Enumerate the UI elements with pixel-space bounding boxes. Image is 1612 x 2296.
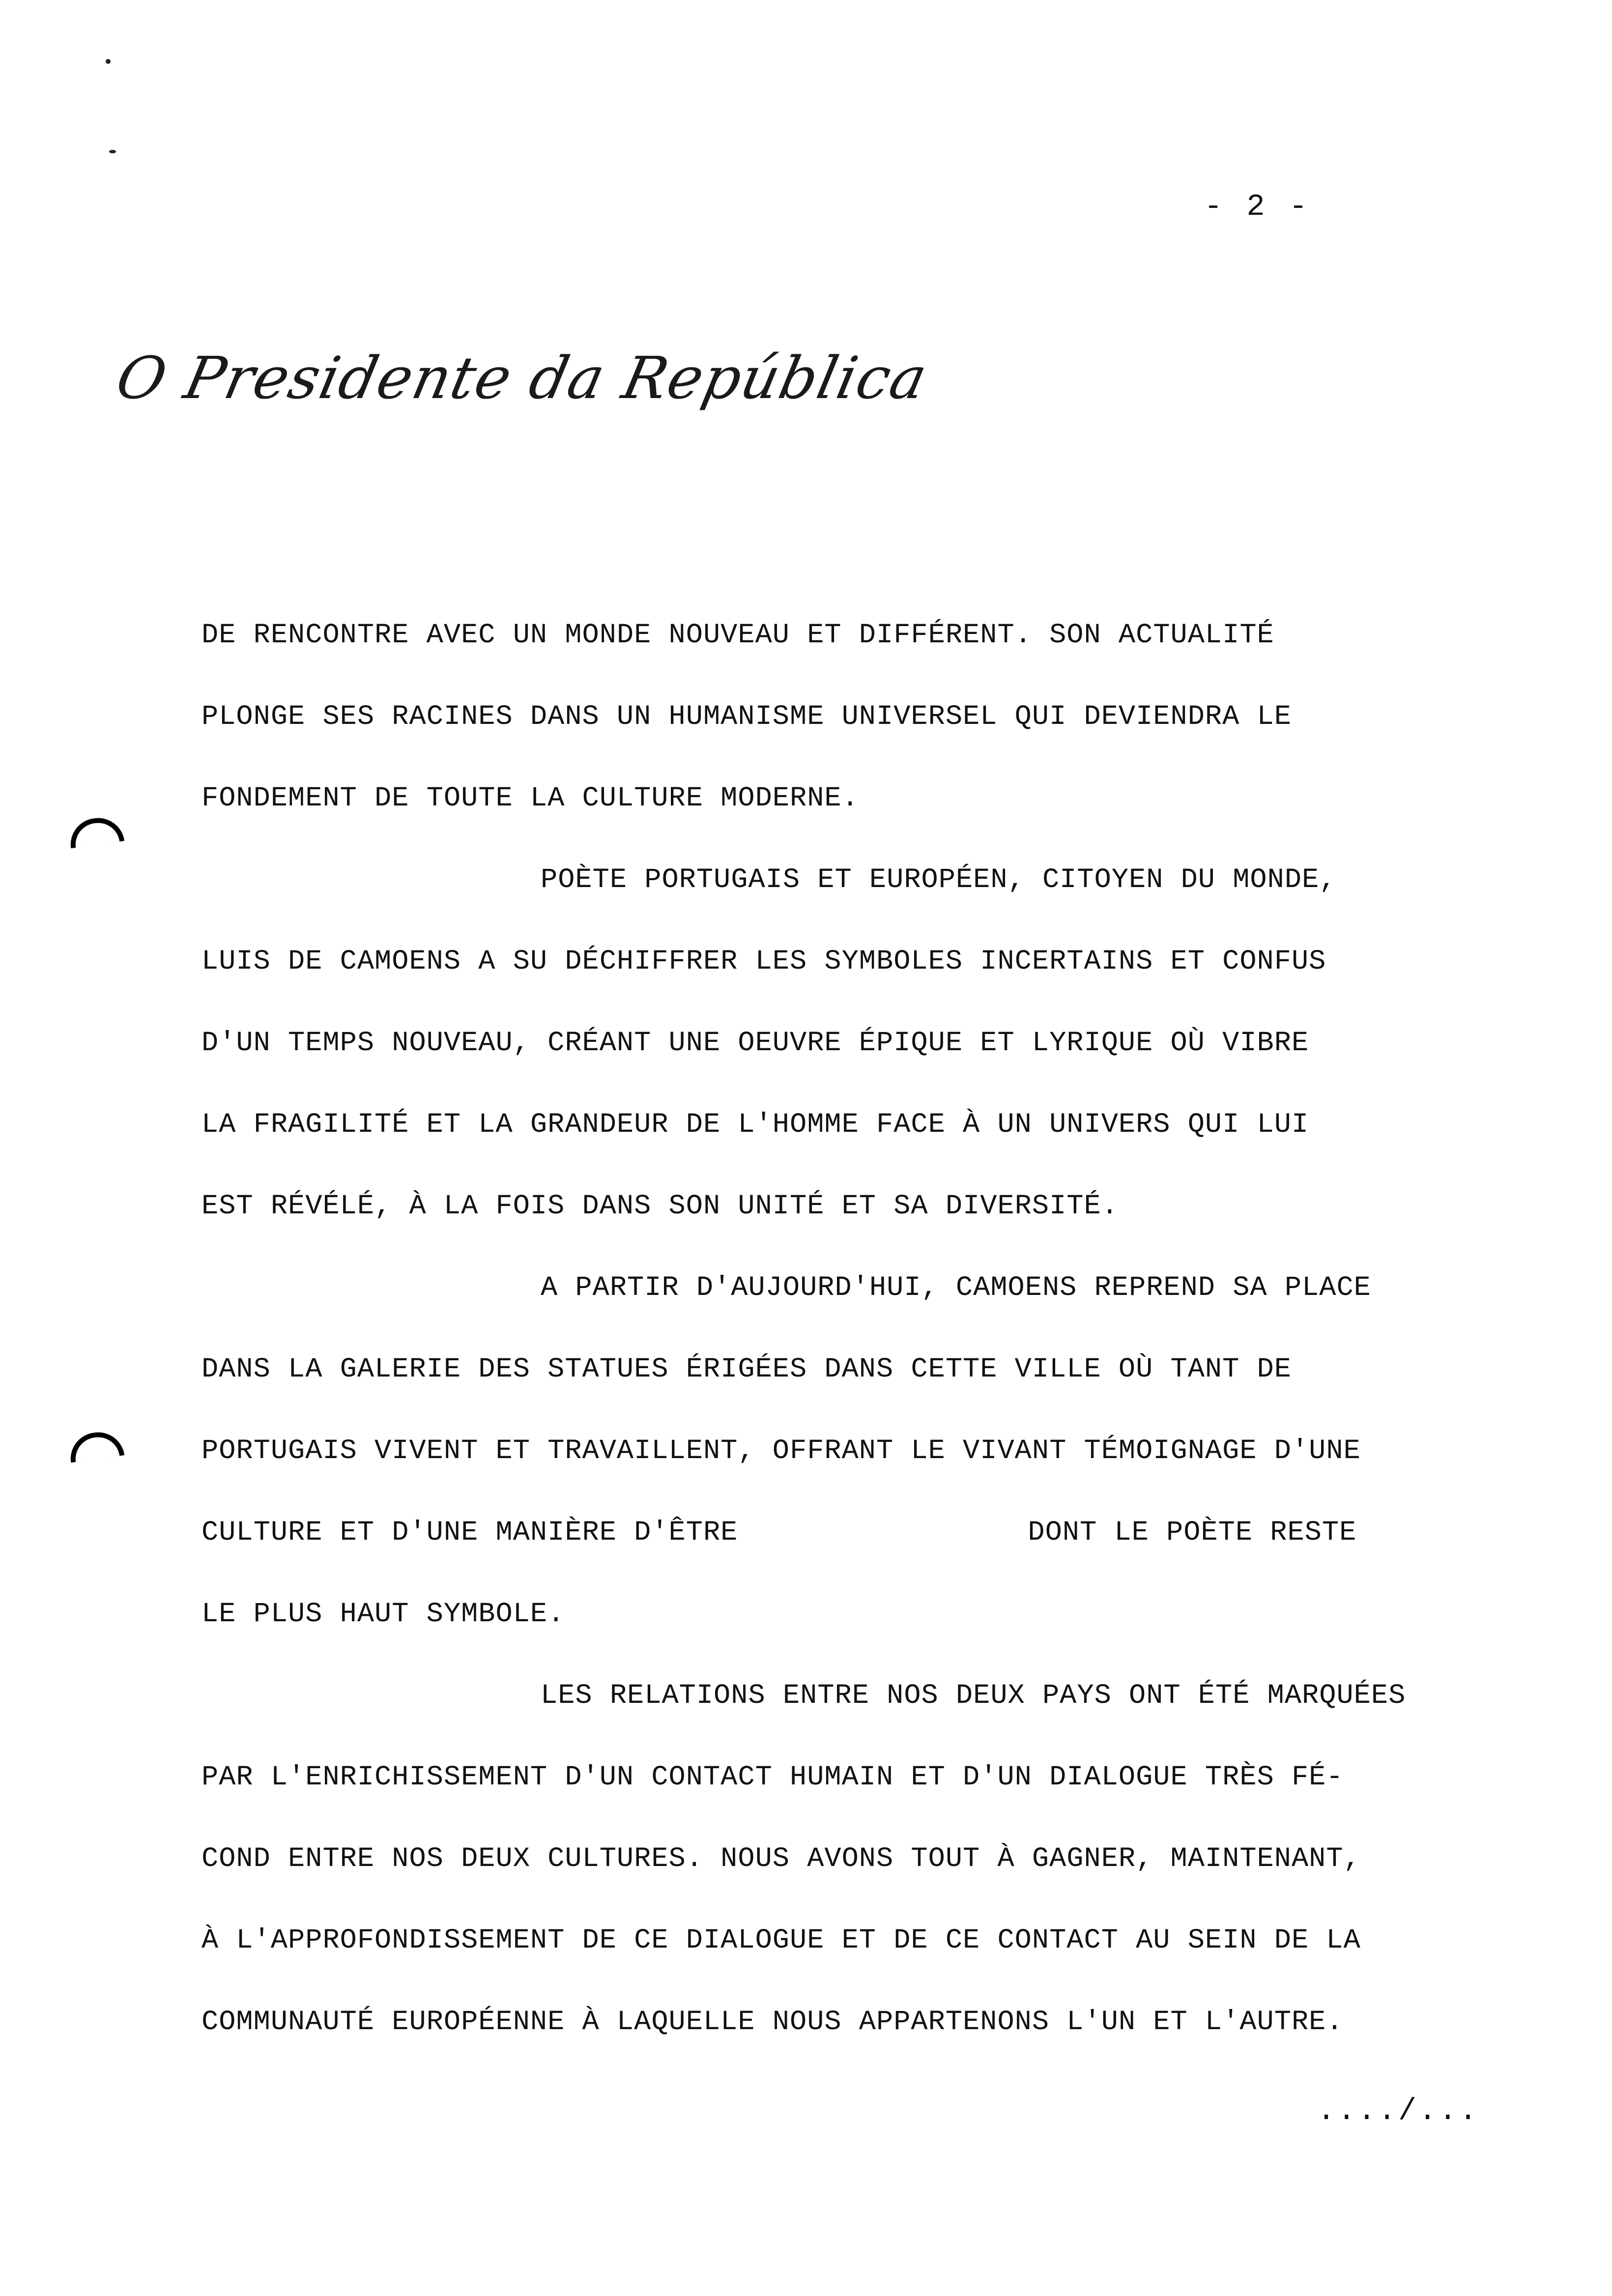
text-line: D'UN TEMPS NOUVEAU, CRÉANT UNE OEUVRE ÉPIQUE ET LYRIQUE OÙ VIBRE <box>202 1028 1309 1059</box>
continuation-marker: ..../... <box>1317 2094 1479 2128</box>
text-line-indented: POÈTE PORTUGAIS ET EUROPÉEN, CITOYEN DU MONDE, <box>541 864 1337 896</box>
text-line: DE RENCONTRE AVEC UN MONDE NOUVEAU ET DIFFÉRENT. SON ACTUALITÉ <box>202 620 1274 651</box>
text-line: LA FRAGILITÉ ET LA GRANDEUR DE L'HOMME FACE À UN UNIVERS QUI LUI <box>202 1109 1309 1141</box>
page-number: - 2 - <box>1204 189 1311 224</box>
text-line-with-gap <box>202 1492 1528 1574</box>
text-line: DANS LA GALERIE DES STATUES ÉRIGÉES DANS CETTE VILLE OÙ TANT DE <box>202 1354 1292 1385</box>
text-line: PAR L'ENRICHISSEMENT D'UN CONTACT HUMAIN ET D'UN DIALOGUE TRÈS FÉ- <box>202 1762 1344 1793</box>
text-line: À L'APPROFONDISSEMENT DE CE DIALOGUE ET DE CE CONTACT AU SEIN DE LA <box>202 1925 1361 1956</box>
text-line: LE PLUS HAUT SYMBOLE. <box>202 1599 565 1630</box>
scan-speck <box>109 150 116 153</box>
text-line-indented: A PARTIR D'AUJOURD'HUI, CAMOENS REPREND SA PLACE <box>541 1272 1371 1304</box>
text-line: COND ENTRE NOS DEUX CULTURES. NOUS AVONS TOUT À GAGNER, MAINTENANT, <box>202 1843 1361 1875</box>
text-line: FONDEMENT DE TOUTE LA CULTURE MODERNE. <box>202 783 859 814</box>
punch-hole-mark <box>67 815 124 849</box>
letterhead-signature: O Presidente da República <box>111 344 934 412</box>
text-fragment: CULTURE ET D'UNE MANIÈRE D'ÊTRE <box>202 1517 738 1549</box>
text-line: EST RÉVÉLÉ, À LA FOIS DANS SON UNITÉ ET SA DIVERSITÉ. <box>202 1191 1119 1222</box>
text-line: COMMUNAUTÉ EUROPÉENNE À LAQUELLE NOUS APPARTENONS L'UN ET L'AUTRE. <box>202 2007 1344 2038</box>
scan-speck <box>106 59 111 64</box>
text-fragment: DONT LE POÈTE RESTE <box>1028 1517 1357 1549</box>
text-line-indented: LES RELATIONS ENTRE NOS DEUX PAYS ONT ÉTÉ MARQUÉES <box>541 1680 1406 1712</box>
text-line: PORTUGAIS VIVENT ET TRAVAILLENT, OFFRANT LE VIVANT TÉMOIGNAGE D'UNE <box>202 1435 1361 1467</box>
punch-hole-mark <box>67 1429 124 1463</box>
text-line: LUIS DE CAMOENS A SU DÉCHIFFRER LES SYMBOLES INCERTAINS ET CONFUS <box>202 946 1326 977</box>
body-text <box>202 595 1528 2063</box>
text-line: PLONGE SES RACINES DANS UN HUMANISME UNIVERSEL QUI DEVIENDRA LE <box>202 701 1292 733</box>
